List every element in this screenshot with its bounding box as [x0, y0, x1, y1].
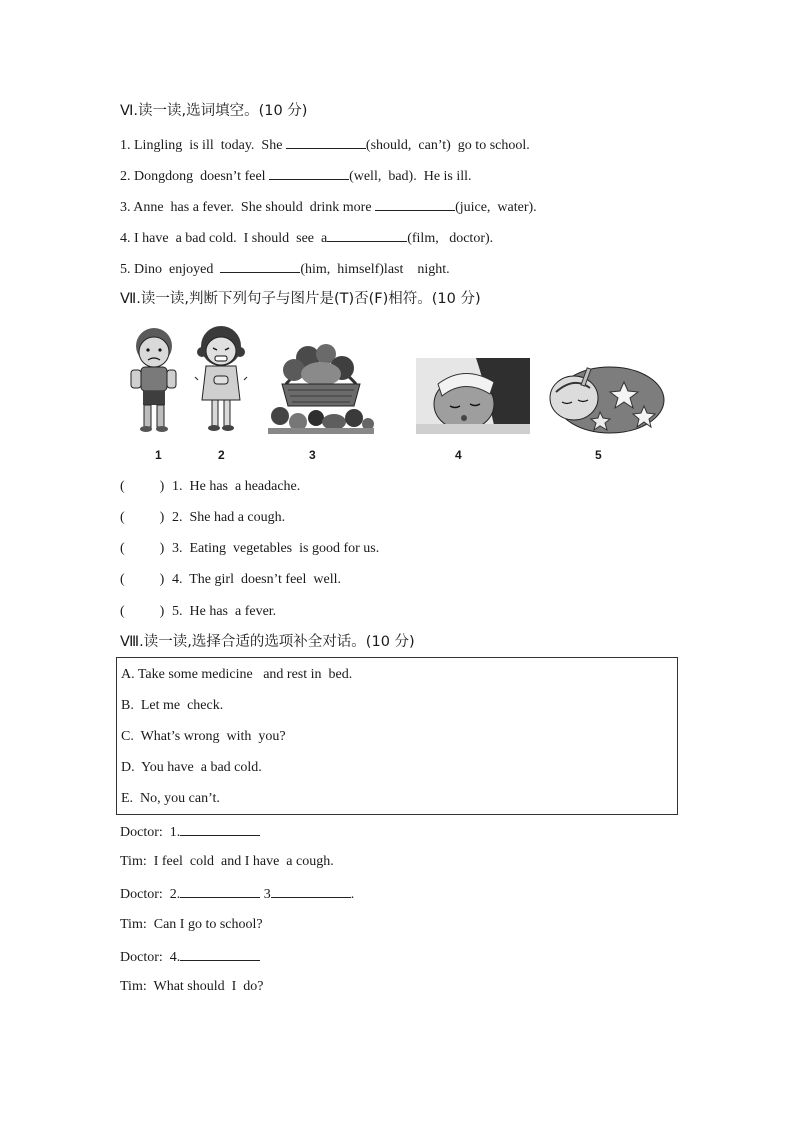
- statement-text: 3. Eating vegetables is good for us.: [172, 541, 380, 556]
- dialogue-line-3: [120, 884, 354, 904]
- question-text: 5. Dino enjoyed: [120, 262, 221, 277]
- section-7-heading: Ⅶ.读一读,判断下列句子与图片是(T)否(F)相符。(10 分): [120, 291, 481, 307]
- girl-unwell-picture: [192, 322, 250, 434]
- child-sleeping-picture: [544, 360, 666, 436]
- answer-parentheses[interactable]: ( ): [120, 479, 165, 494]
- question-6-1: [120, 135, 530, 155]
- answer-blank[interactable]: [180, 884, 260, 898]
- option-e: E. No, you can’t.: [121, 791, 220, 806]
- question-text: 3. Anne has a fever. She should drink more: [120, 200, 376, 215]
- dialogue-text: Doctor: 2.: [120, 887, 181, 902]
- picture-number-2: 2: [218, 448, 225, 462]
- answer-parentheses[interactable]: ( ): [120, 541, 165, 556]
- question-6-2: [120, 166, 472, 186]
- question-6-5: [120, 259, 450, 279]
- answer-blank[interactable]: [180, 822, 260, 836]
- answer-blank[interactable]: [271, 884, 351, 898]
- option-c: C. What’s wrong with you?: [121, 729, 286, 744]
- dialogue-line-1: [120, 822, 260, 842]
- question-text: (well, bad). He is ill.: [349, 169, 472, 184]
- dialogue-text: Doctor: 4.: [120, 950, 181, 965]
- dialogue-text: .: [350, 887, 355, 902]
- statement-7-2: [120, 509, 285, 527]
- option-d: D. You have a bad cold.: [121, 760, 262, 775]
- vegetables-picture: [268, 344, 374, 434]
- answer-parentheses[interactable]: ( ): [120, 604, 165, 619]
- statement-7-5: [120, 603, 276, 621]
- statement-7-1: [120, 478, 300, 496]
- dialogue-line-6: Tim: What should I do?: [120, 979, 264, 994]
- statement-text: 1. He has a headache.: [172, 479, 301, 494]
- answer-parentheses[interactable]: ( ): [120, 510, 165, 525]
- answer-blank[interactable]: [327, 228, 407, 242]
- statement-text: 4. The girl doesn’t feel well.: [172, 572, 341, 587]
- boy-unwell-picture: [128, 322, 180, 434]
- statement-7-3: [120, 540, 379, 558]
- question-text: (film, doctor).: [407, 231, 494, 246]
- dialogue-text: Doctor: 1.: [120, 825, 181, 840]
- statement-text: 2. She had a cough.: [172, 510, 286, 525]
- question-text: 1. Lingling is ill today. She: [120, 138, 286, 153]
- dialogue-line-5: [120, 947, 260, 967]
- question-text: (juice, water).: [455, 200, 537, 215]
- dialogue-text: 3: [260, 887, 271, 902]
- answer-blank[interactable]: [286, 135, 366, 149]
- answer-blank[interactable]: [180, 947, 260, 961]
- answer-parentheses[interactable]: ( ): [120, 572, 165, 587]
- boy-with-fever-picture: [416, 358, 530, 434]
- picture-number-4: 4: [455, 448, 462, 462]
- answer-blank[interactable]: [269, 166, 349, 180]
- picture-number-3: 3: [309, 448, 316, 462]
- question-6-4: [120, 228, 493, 248]
- answer-blank[interactable]: [220, 259, 300, 273]
- options-box: [116, 657, 678, 815]
- question-text: (should, can’t) go to school.: [365, 138, 530, 153]
- section-6-heading: Ⅵ.读一读,选词填空。(10 分): [120, 103, 308, 119]
- option-b: B. Let me check.: [121, 698, 224, 713]
- question-text: (him, himself)last night.: [300, 262, 450, 277]
- answer-blank[interactable]: [375, 197, 455, 211]
- statement-text: 5. He has a fever.: [172, 604, 277, 619]
- picture-number-1: 1: [155, 448, 162, 462]
- option-a: A. Take some medicine and rest in bed.: [121, 667, 353, 682]
- statement-7-4: [120, 571, 341, 589]
- dialogue-line-4: Tim: Can I go to school?: [120, 917, 263, 932]
- picture-number-5: 5: [595, 448, 602, 462]
- section-8-heading: Ⅷ.读一读,选择合适的选项补全对话。(10 分): [120, 634, 415, 650]
- question-6-3: [120, 197, 537, 217]
- question-text: 4. I have a bad cold. I should see a: [120, 231, 328, 246]
- question-text: 2. Dongdong doesn’t feel: [120, 169, 270, 184]
- dialogue-line-2: Tim: I feel cold and I have a cough.: [120, 854, 334, 869]
